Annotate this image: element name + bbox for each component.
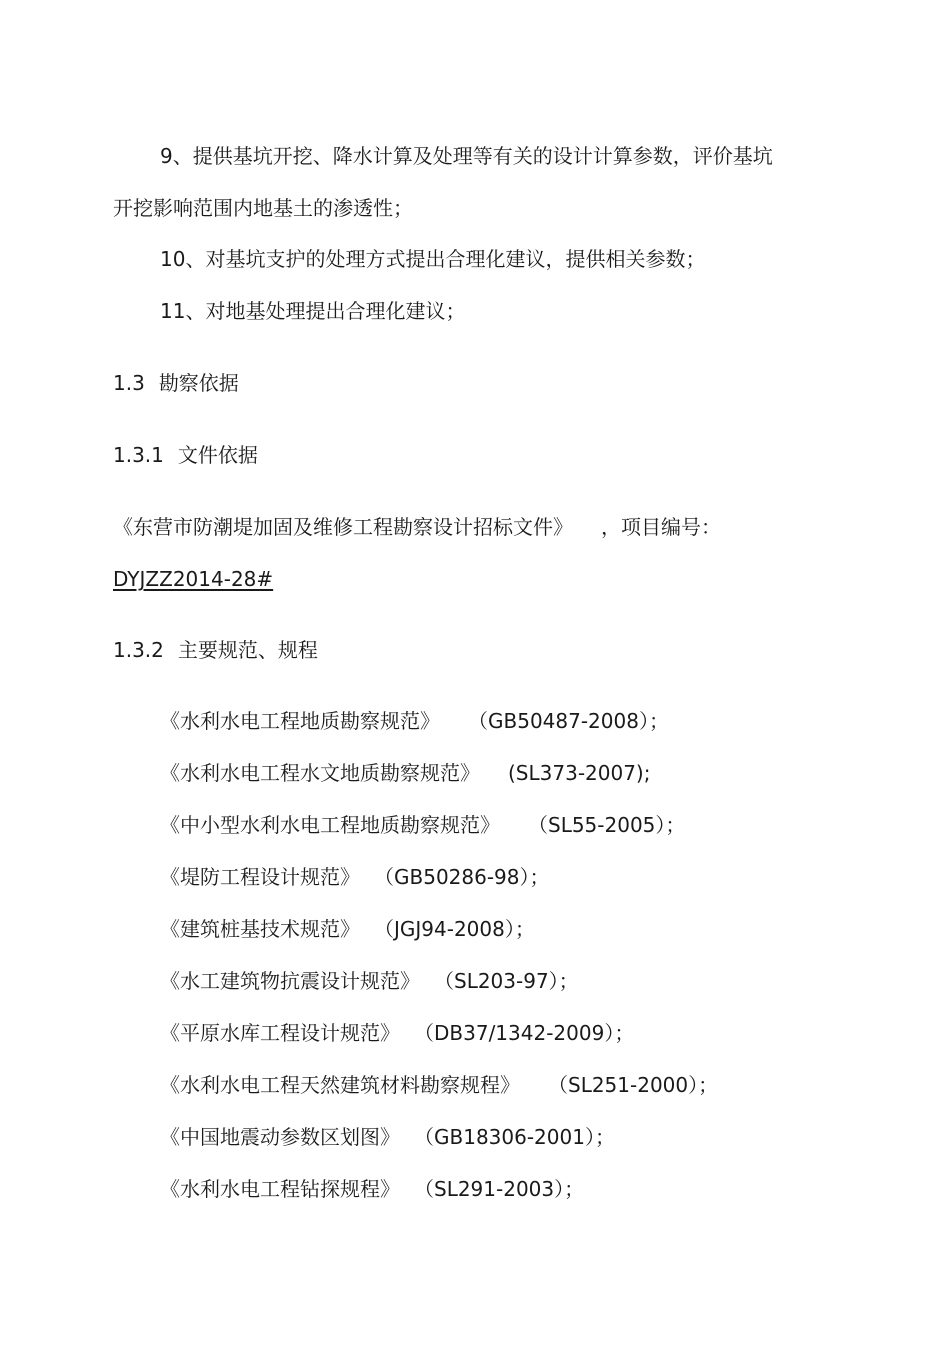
project-number-label: ，项目编号：	[601, 515, 721, 539]
standard-item	[160, 812, 685, 838]
standard-code: (SL373-2007);	[508, 761, 651, 785]
standard-name: 《中国地震动参数区划图》	[160, 1125, 400, 1149]
list-item-10: 10、对基坑支护的处理方式提出合理化建议，提供相关参数；	[160, 247, 706, 271]
document-basis-line	[113, 514, 721, 540]
section-heading-1-3-2	[113, 637, 318, 663]
section-number: 1.3	[113, 371, 145, 395]
standard-item	[160, 1072, 718, 1098]
standard-name: 《水利水电工程水文地质勘察规范》	[160, 761, 480, 785]
standard-item	[160, 708, 669, 734]
standard-item	[160, 916, 535, 942]
standard-name: 《中小型水利水电工程地质勘察规范》	[160, 813, 500, 837]
standard-code: （SL203-97）；	[434, 969, 579, 993]
standard-item	[160, 760, 650, 786]
standard-code: （DB37/1342-2009）；	[414, 1021, 635, 1045]
standard-item	[160, 864, 550, 890]
standard-name: 《水工建筑物抗震设计规范》	[160, 969, 420, 993]
standard-name: 《水利水电工程钻探规程》	[160, 1177, 400, 1201]
standard-item	[160, 1020, 634, 1046]
standard-name: 《平原水库工程设计规范》	[160, 1021, 400, 1045]
section-heading-1-3	[113, 370, 239, 396]
tender-document-title: 《东营市防潮堤加固及维修工程勘察设计招标文件》	[113, 515, 573, 539]
section-number: 1.3.1	[113, 443, 164, 467]
section-heading-1-3-1	[113, 442, 258, 468]
standard-code: （SL251-2000）；	[548, 1073, 719, 1097]
project-number: DYJZZ2014-28#	[113, 567, 274, 591]
standard-name: 《水利水电工程地质勘察规范》	[160, 709, 440, 733]
section-title: 文件依据	[177, 443, 258, 467]
standard-name: 《堤防工程设计规范》	[160, 865, 360, 889]
standard-item	[160, 1176, 584, 1202]
standard-code: （JGJ94-2008）；	[374, 917, 535, 941]
list-item-9-line2: 开挖影响范围内地基土的渗透性；	[113, 196, 413, 220]
list-item-9-line1: 9、提供基坑开挖、降水计算及处理等有关的设计计算参数，评价基坑	[160, 144, 773, 168]
standard-code: （GB50286-98）；	[374, 865, 550, 889]
section-title: 主要规范、规程	[177, 638, 318, 662]
standard-code: （SL291-2003）；	[414, 1177, 585, 1201]
standard-item	[160, 968, 579, 994]
list-item-11: 11、对地基处理提出合理化建议；	[160, 299, 466, 323]
standard-item	[160, 1124, 615, 1150]
standard-code: （GB50487-2008）；	[468, 709, 669, 733]
section-number: 1.3.2	[113, 638, 164, 662]
standard-name: 《水利水电工程天然建筑材料勘察规程》	[160, 1073, 520, 1097]
section-title: 勘察依据	[158, 371, 239, 395]
standard-code: （SL55-2005）；	[528, 813, 686, 837]
standard-name: 《建筑桩基技术规范》	[160, 917, 360, 941]
standard-code: （GB18306-2001）；	[414, 1125, 615, 1149]
